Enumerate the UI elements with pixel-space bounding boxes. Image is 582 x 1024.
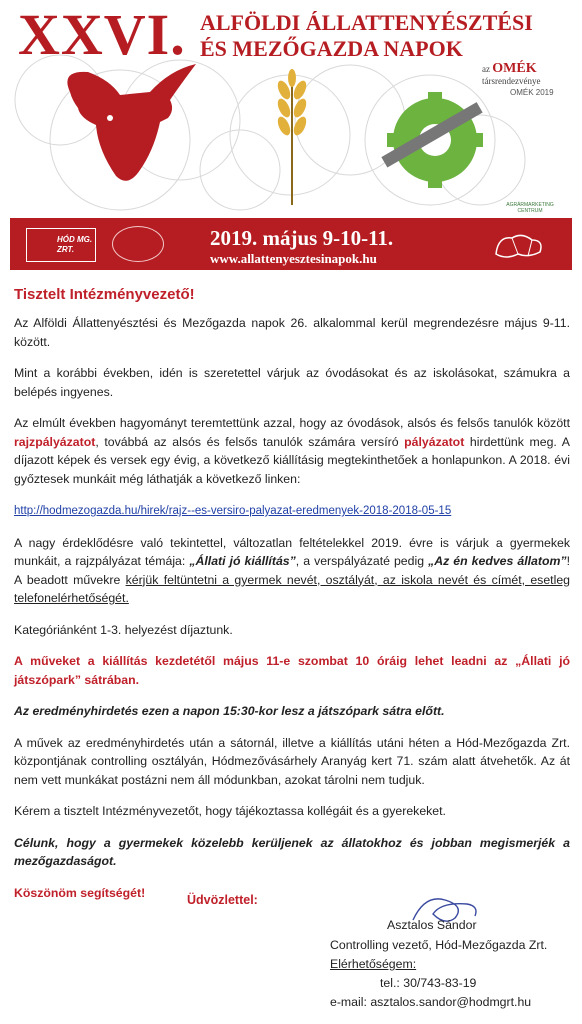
paragraph-deadline: A műveket a kiállítás kezdetétől május 11-e szombat 10 óráig lehet leadni az „Állati jó játszópark” sátrában. — [14, 654, 570, 687]
paragraph-thanks: Köszönöm segítségét! — [14, 885, 146, 900]
paragraph-intro: Az Alföldi Állattenyésztési és Mezőgazda napok 26. alkalommal kerül megrendezésre május 9-11. között. — [14, 316, 570, 349]
paragraph-link — [14, 501, 570, 521]
omek-name: OMÉK — [492, 61, 537, 76]
paragraph-ceremony: Az eredményhirdetés ezen a napon 15:30-kor lesz a játszópark sátra előtt. — [14, 704, 445, 718]
event-title-line2: ÉS MEZŐGAZDA NAPOK — [200, 36, 463, 61]
event-date: 2019. május 9-10-11. — [210, 226, 394, 250]
contact-email[interactable]: e-mail: asztalos.sandor@hodmgrt.hu — [330, 995, 532, 1009]
winners-link[interactable]: http://hodmezogazda.hu/hirek/rajz--es-versiro-palyazat-eredmenyek-2018-2018-05-15 — [14, 505, 452, 517]
gear-wrench-icon — [381, 92, 483, 188]
paragraph-competitions: Az elmúlt években hagyományt teremtettünk azzal, hogy az óvodások, alsós és felsős tanulók között rajzpályázatot, továbbá az alsós és felsős tanulók számára versíró pályázatot hirdettünk meg. A díjazott képek és versek egy évig, a következő kiállításig megtekinthetőek a honlapunkon. A 2018. évi győztesek munkáit még láthatják a következő linken: — [14, 416, 570, 486]
animals-logo — [488, 228, 548, 262]
paragraph-free-entry: Mint a korábbi években, idén is szeretettel várjuk az óvodásokat és az iskolásokat, számukra a belépés ingyenes. — [14, 366, 570, 399]
signer-name: Asztalos Sándor — [387, 918, 477, 932]
wheat-icon — [275, 69, 309, 205]
poem-competition-highlight: pályázatot — [404, 434, 465, 449]
submission-requirements: kérjük feltüntetni a gyermek nevét, osztályát, az iskola nevét és címét, esetleg telefonelérhetőségét. — [14, 572, 570, 605]
hod-mg-logo: HÓD MG. ZRT. — [26, 228, 96, 262]
event-website[interactable]: www.allattenyesztesinapok.hu — [210, 251, 377, 266]
paragraph-themes: A nagy érdeklődésre való tekintettel, változatlan feltételekkel 2019. évre is várjuk a gyermekek munkáit, a rajzpályázat témája: „Állati jó kiállítás”, a verspályázaté pedig „Az én kedves állatom”! A beadott művekre kérjük feltüntetni a gyermek nevét, osztályát, az iskola nevét és címét, esetleg telefonelérhetőségét. — [14, 535, 570, 605]
omek-suffix: társrendezvénye — [482, 75, 541, 86]
letter-greeting: Tisztelt Intézményvezető! — [14, 286, 195, 303]
signer-role: Controlling vezető, Hód-Mezőgazda Zrt. — [330, 938, 548, 952]
paragraph-awards: Kategóriánként 1-3. helyezést díjaztunk. — [14, 622, 233, 637]
omek-prefix: az — [482, 64, 490, 74]
agrarmarketing-logo: AGRÁRMARKETING CENTRUM — [506, 202, 554, 214]
closing-greeting: Üdvözlettel: — [187, 893, 258, 907]
drawing-competition-highlight: rajzpályázatot — [14, 434, 96, 449]
paragraph-collection: A művek az eredményhirdetés után a sátornál, illetve a kiállítás utáni héten a Hód-Mezőgazda Zrt. központjának controlling osztályán, Hódmezővásárhely Aranyág kert 71. szám alatt átvehetők. Az át nem vett munkákat postázni nem áll módunkban, azokat tárolni nem tudjuk. — [14, 735, 570, 787]
omek-logo: OMÉK 2019 — [510, 88, 554, 97]
paragraph-goal: Célunk, hogy a gyermekek közelebb kerüljenek az állatokhoz és jobban megismerjék a mezőgazdaságot. — [14, 835, 570, 868]
date-banner — [10, 218, 572, 270]
signature-block — [14, 893, 570, 1020]
paragraph-request: Kérem a tisztelt Intézményvezetőt, hogy tájékoztassa kollégáit és a gyerekeket. — [14, 804, 446, 818]
bull-icon — [67, 64, 196, 181]
seal-logo — [112, 226, 164, 262]
letter-body — [14, 286, 570, 902]
contact-phone: tel.: 30/743-83-19 — [380, 976, 477, 990]
contact-label: Elérhetőségem: — [330, 957, 417, 971]
omek-partner — [482, 62, 540, 86]
poem-theme: „Az én kedves állatom” — [428, 554, 567, 568]
roman-numeral: XXVI. — [18, 2, 186, 67]
event-header — [0, 0, 582, 272]
drawing-theme: „Állati jó kiállítás” — [189, 554, 296, 568]
event-title-line1: ALFÖLDI ÁLLATTENYÉSZTÉSI — [200, 10, 533, 35]
